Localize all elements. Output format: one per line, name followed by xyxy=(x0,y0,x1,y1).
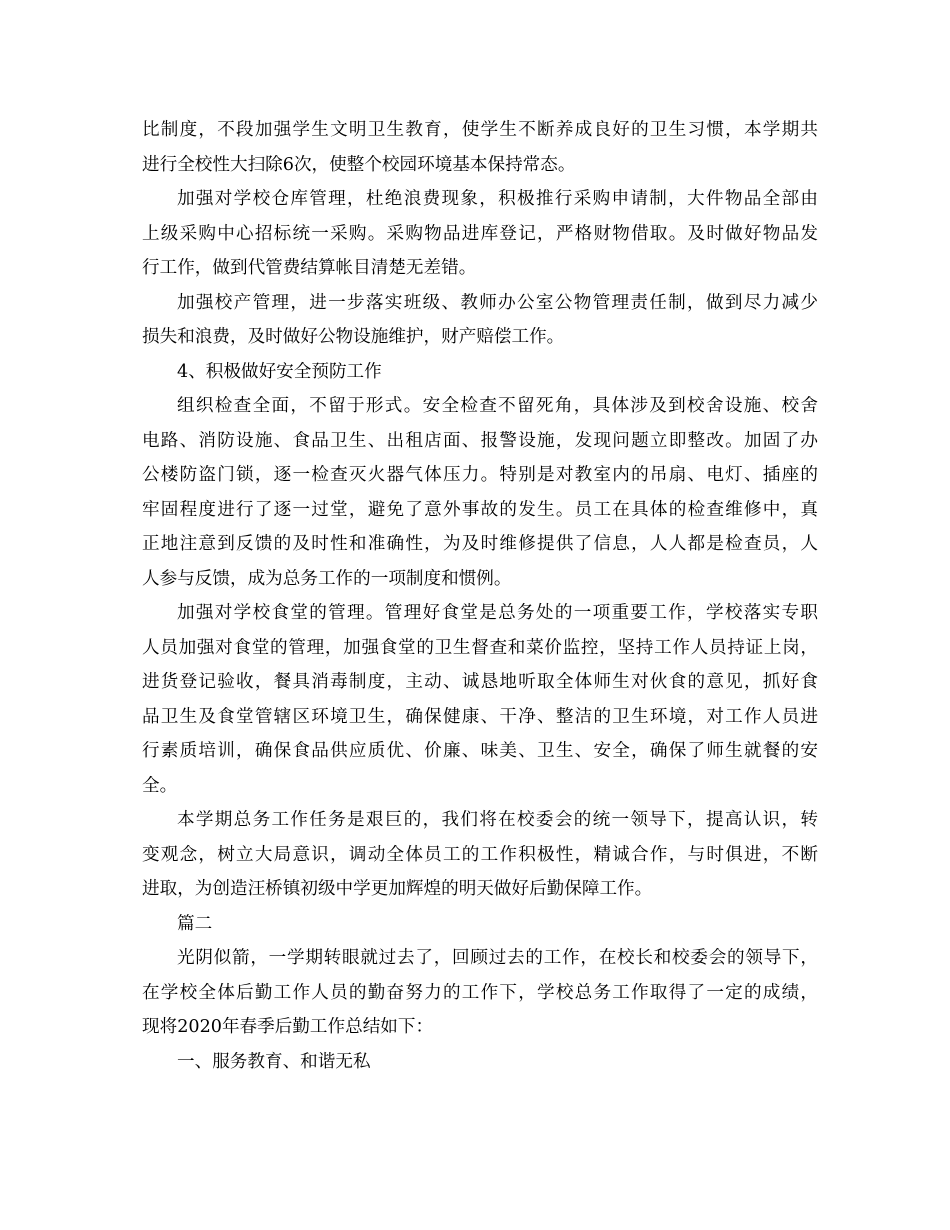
section-heading xyxy=(142,1045,818,1080)
text-line: 公楼防盗门锁，逐一检查灭火器气体压力。特别是对教室内的吊扇、电灯、插座的 xyxy=(142,465,818,485)
text-line: 品卫生及食堂管辖区环境卫生，确保健康、干净、整洁的卫生环境，对工作人员进 xyxy=(142,706,818,727)
paragraph xyxy=(142,596,818,803)
text-line: 正地注意到反馈的及时性和准确性，为及时维修提供了信息，人人都是检查员，人 xyxy=(142,534,818,554)
text-line: 一、服务教育、和谐无私 xyxy=(177,1051,371,1072)
text-line: 进行全校性大扫除6次，使整个校园环境基本保持常态。 xyxy=(142,154,576,175)
paragraph xyxy=(142,389,818,596)
text-line: 人员加强对食堂的管理，加强食堂的卫生督查和菜价监控，坚持工作人员持证上岗， xyxy=(142,637,818,658)
text-line: 光阴似箭，一学期转眼就过去了，回顾过去的工作，在校长和校委会的领导下， xyxy=(177,948,818,968)
text-line: 篇二 xyxy=(177,913,213,934)
text-line: 组织检查全面，不留于形式。安全检查不留死角，具体涉及到校舍设施、校舍 xyxy=(177,396,818,416)
text-line: 电路、消防设施、食品卫生、出租店面、报警设施，发现问题立即整改。加固了办 xyxy=(142,430,818,451)
text-line: 进货登记验收，餐具消毒制度，主动、诚恳地听取全体师生对伙食的意见，抓好食 xyxy=(142,672,818,692)
text-line: 现将2020年春季后勤工作总结如下： xyxy=(142,1017,434,1037)
text-line: 4、积极做好安全预防工作 xyxy=(177,361,382,382)
text-line: 在学校全体后勤工作人员的勤奋努力的工作下，学校总务工作取得了一定的成绩， xyxy=(142,982,818,1003)
text-line: 上级采购中心招标统一采购。采购物品进库登记，严格财物借取。及时做好物品发 xyxy=(142,223,818,244)
section-label xyxy=(142,907,818,942)
text-line: 加强对学校仓库管理，杜绝浪费现象，积极推行采购申请制，大件物品全部由 xyxy=(177,189,818,209)
text-line: 本学期总务工作任务是艰巨的，我们将在校委会的统一领导下，提高认识，转 xyxy=(177,810,818,830)
text-line: 进取，为创造汪桥镇初级中学更加辉煌的明天做好后勤保障工作。 xyxy=(142,879,653,899)
paragraph xyxy=(142,113,818,182)
text-line: 人参与反馈，成为总务工作的一项制度和惯例。 xyxy=(142,568,512,589)
document-body xyxy=(142,113,818,1079)
paragraph xyxy=(142,286,818,355)
text-line: 行素质培训，确保食品供应质优、价廉、味美、卫生、安全，确保了师生就餐的安 xyxy=(142,741,818,761)
paragraph xyxy=(142,182,818,286)
text-line: 加强对学校食堂的管理。管理好食堂是总务处的一项重要工作，学校落实专职 xyxy=(177,603,818,623)
text-line: 加强校产管理，进一步落实班级、教师办公室公物管理责任制，做到尽力减少 xyxy=(177,292,818,313)
text-line: 损失和浪费，及时做好公物设施维护，财产赔偿工作。 xyxy=(142,327,565,347)
text-line: 变观念，树立大局意识，调动全体员工的工作积极性，精诚合作，与时俱进，不断 xyxy=(142,844,818,865)
text-line: 行工作，做到代管费结算帐目清楚无差错。 xyxy=(142,258,477,278)
paragraph xyxy=(142,803,818,907)
text-line: 比制度，不段加强学生文明卫生教育，使学生不断养成良好的卫生习惯，本学期共 xyxy=(142,120,818,140)
section-heading xyxy=(142,355,818,390)
text-line: 牢固程度进行了逐一过堂，避免了意外事故的发生。员工在具体的检查维修中，真 xyxy=(142,499,818,520)
text-line: 全。 xyxy=(142,775,178,796)
paragraph xyxy=(142,941,818,1045)
